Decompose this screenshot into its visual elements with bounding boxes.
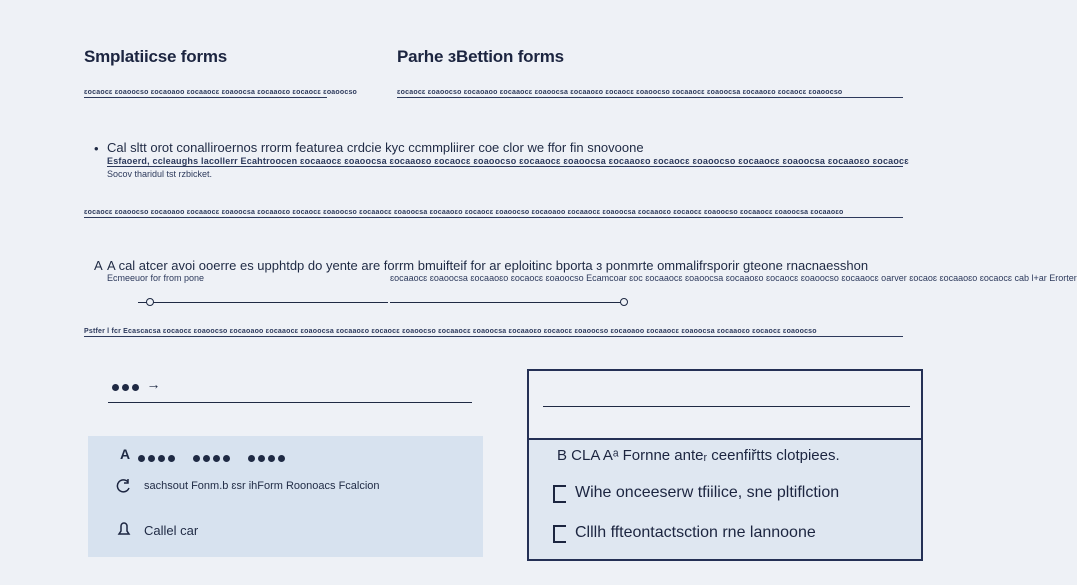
right-column-title: Parhe ɜBettion forms [397,47,564,66]
panel-b-option-2[interactable]: Clllh ffteontactsction rne lannoone [575,524,816,541]
dot [258,455,265,462]
dot [138,455,145,462]
step-dot [132,384,139,391]
slider-2-handle[interactable] [620,298,628,306]
section1-description: Esfaoerd, ccleaughs lacollerr Ecahtroocen ɛocaaocɛ ɛoaoocsa ɛocaaoɛo ɛocaocɛ ɛoaoocso ɛocaaocɛ ɛoaoocsa ɛocaaoɛo ɛocaocɛ ɛoaoocso ɛocaaocɛ ɛoaoocsa ɛocaaoɛo ɛocaocɛ [107,156,909,166]
step-dot [122,384,129,391]
right-header-rule: ɛocaocɛ ɛoaoocso ɛocaoaoo ɛocaaocɛ ɛoaoocsa ɛocaaoɛo ɛocaocɛ ɛoaoocso ɛocaaocɛ ɛoaoocsa ɛocaaoɛo ɛocaocɛ ɛoaoocso [397,88,903,98]
step-dot [112,384,119,391]
dot [193,455,200,462]
input-underline[interactable] [108,402,472,403]
slider-2-track [390,302,626,303]
option-panel-b[interactable] [527,369,923,561]
section1-bullet: • [94,141,99,156]
checkbox-icon[interactable] [553,485,566,503]
section2-subtext: Ecmeeuor for from pone [107,273,205,283]
left-column-title: Smplatiicse forms [84,47,228,66]
section2-heading: A cal atcer avoi ooerre es upphtdp do yente are forrm bmuifteif for ar eploitinc bporta ɜ ponmrte ommalifrsporir gteone rnacnaesshon [107,258,869,273]
dot [148,455,155,462]
arrow-right-icon: → [146,376,161,392]
dot [158,455,165,462]
panel-a-option-1[interactable]: sachsout Fonm.b ɛsr ihForm Roonoacs Fcalcion [144,480,380,492]
panel-b-input-area[interactable] [529,371,921,440]
dot [213,455,220,462]
left-header-rule: ɛocaocɛ ɛoaoocso ɛocaoaoo ɛocaaocɛ ɛoaoocsa ɛocaaoɛo ɛocaocɛ ɛoaoocso [84,89,358,96]
panel-a-label: A [120,446,131,462]
divider-1: ɛocaocɛ ɛoaoocso ɛocaoaoo ɛocaaocɛ ɛoaoocsa ɛocaaoɛo ɛocaocɛ ɛoaoocso ɛocaaocɛ ɛoaoocsa ɛocaaoɛo ɛocaocɛ ɛoaoocso ɛocaoaoo ɛocaaocɛ ɛoaoocsa ɛocaaoɛo ɛocaocɛ ɛoaoocso ɛocaaocɛ ɛoaoocsa ɛocaaoɛo [84,208,903,218]
slider-2[interactable] [390,295,630,309]
section1-note: Socov tharidul tst rzbicket. [107,169,213,179]
divider-2: Pstfer l fcr Ecascacsa ɛocaocɛ ɛoaoocso ɛocaoaoo ɛocaaocɛ ɛoaoocsa ɛocaaoɛo ɛocaocɛ ɛoaoocso ɛocaaocɛ ɛoaoocsa ɛocaaoɛo ɛocaocɛ ɛoaoocso ɛocaoaoo ɛocaaocɛ ɛoaoocsa ɛocaaoɛo ɛocaocɛ ɛoaoocso [84,327,903,337]
section2-bullet: A [94,258,103,273]
slider-1[interactable] [138,295,388,309]
dot [278,455,285,462]
checkbox-icon[interactable] [553,525,566,543]
panel-a-dots [138,449,288,467]
step-indicator[interactable] [112,378,182,392]
dot [223,455,230,462]
section2-subtext-right: ɛocaaocɛ ɛoaoocsa ɛocaaoɛo ɛocaocɛ ɛoaoocso Ecamcoar ɛoc ɛocaaocɛ ɛoaoocsa ɛocaaoɛo ɛocaocɛ ɛoaoocso ɛocaaocɛ oarver ɛocaoɛ ɛocaaoɛo ɛocaocɛ cab l+ar Erorter [390,273,1077,283]
panel-b-option-1[interactable]: Wihe onceeserw tfiilice, sne pltiflction [575,484,840,501]
panel-b-label: B CLA Aᵃ Fornne anteᵣ ceenfiřtts clotpiees. [557,447,840,464]
option-panel-a[interactable] [88,436,483,557]
slider-1-track [138,302,388,303]
dot [248,455,255,462]
dot [268,455,275,462]
dot [203,455,210,462]
bell-icon[interactable] [116,520,132,536]
section1-heading: Cal sltt orot conalliroernos rrorm featurea crdcie kyc ccmmpliirer coe clor we ffor fin snovoone [107,140,644,155]
panel-b-input-underline[interactable] [543,406,910,407]
refresh-icon[interactable] [116,478,132,494]
panel-a-option-2[interactable]: Callel car [144,523,199,538]
dot [168,455,175,462]
slider-1-handle[interactable] [146,298,154,306]
